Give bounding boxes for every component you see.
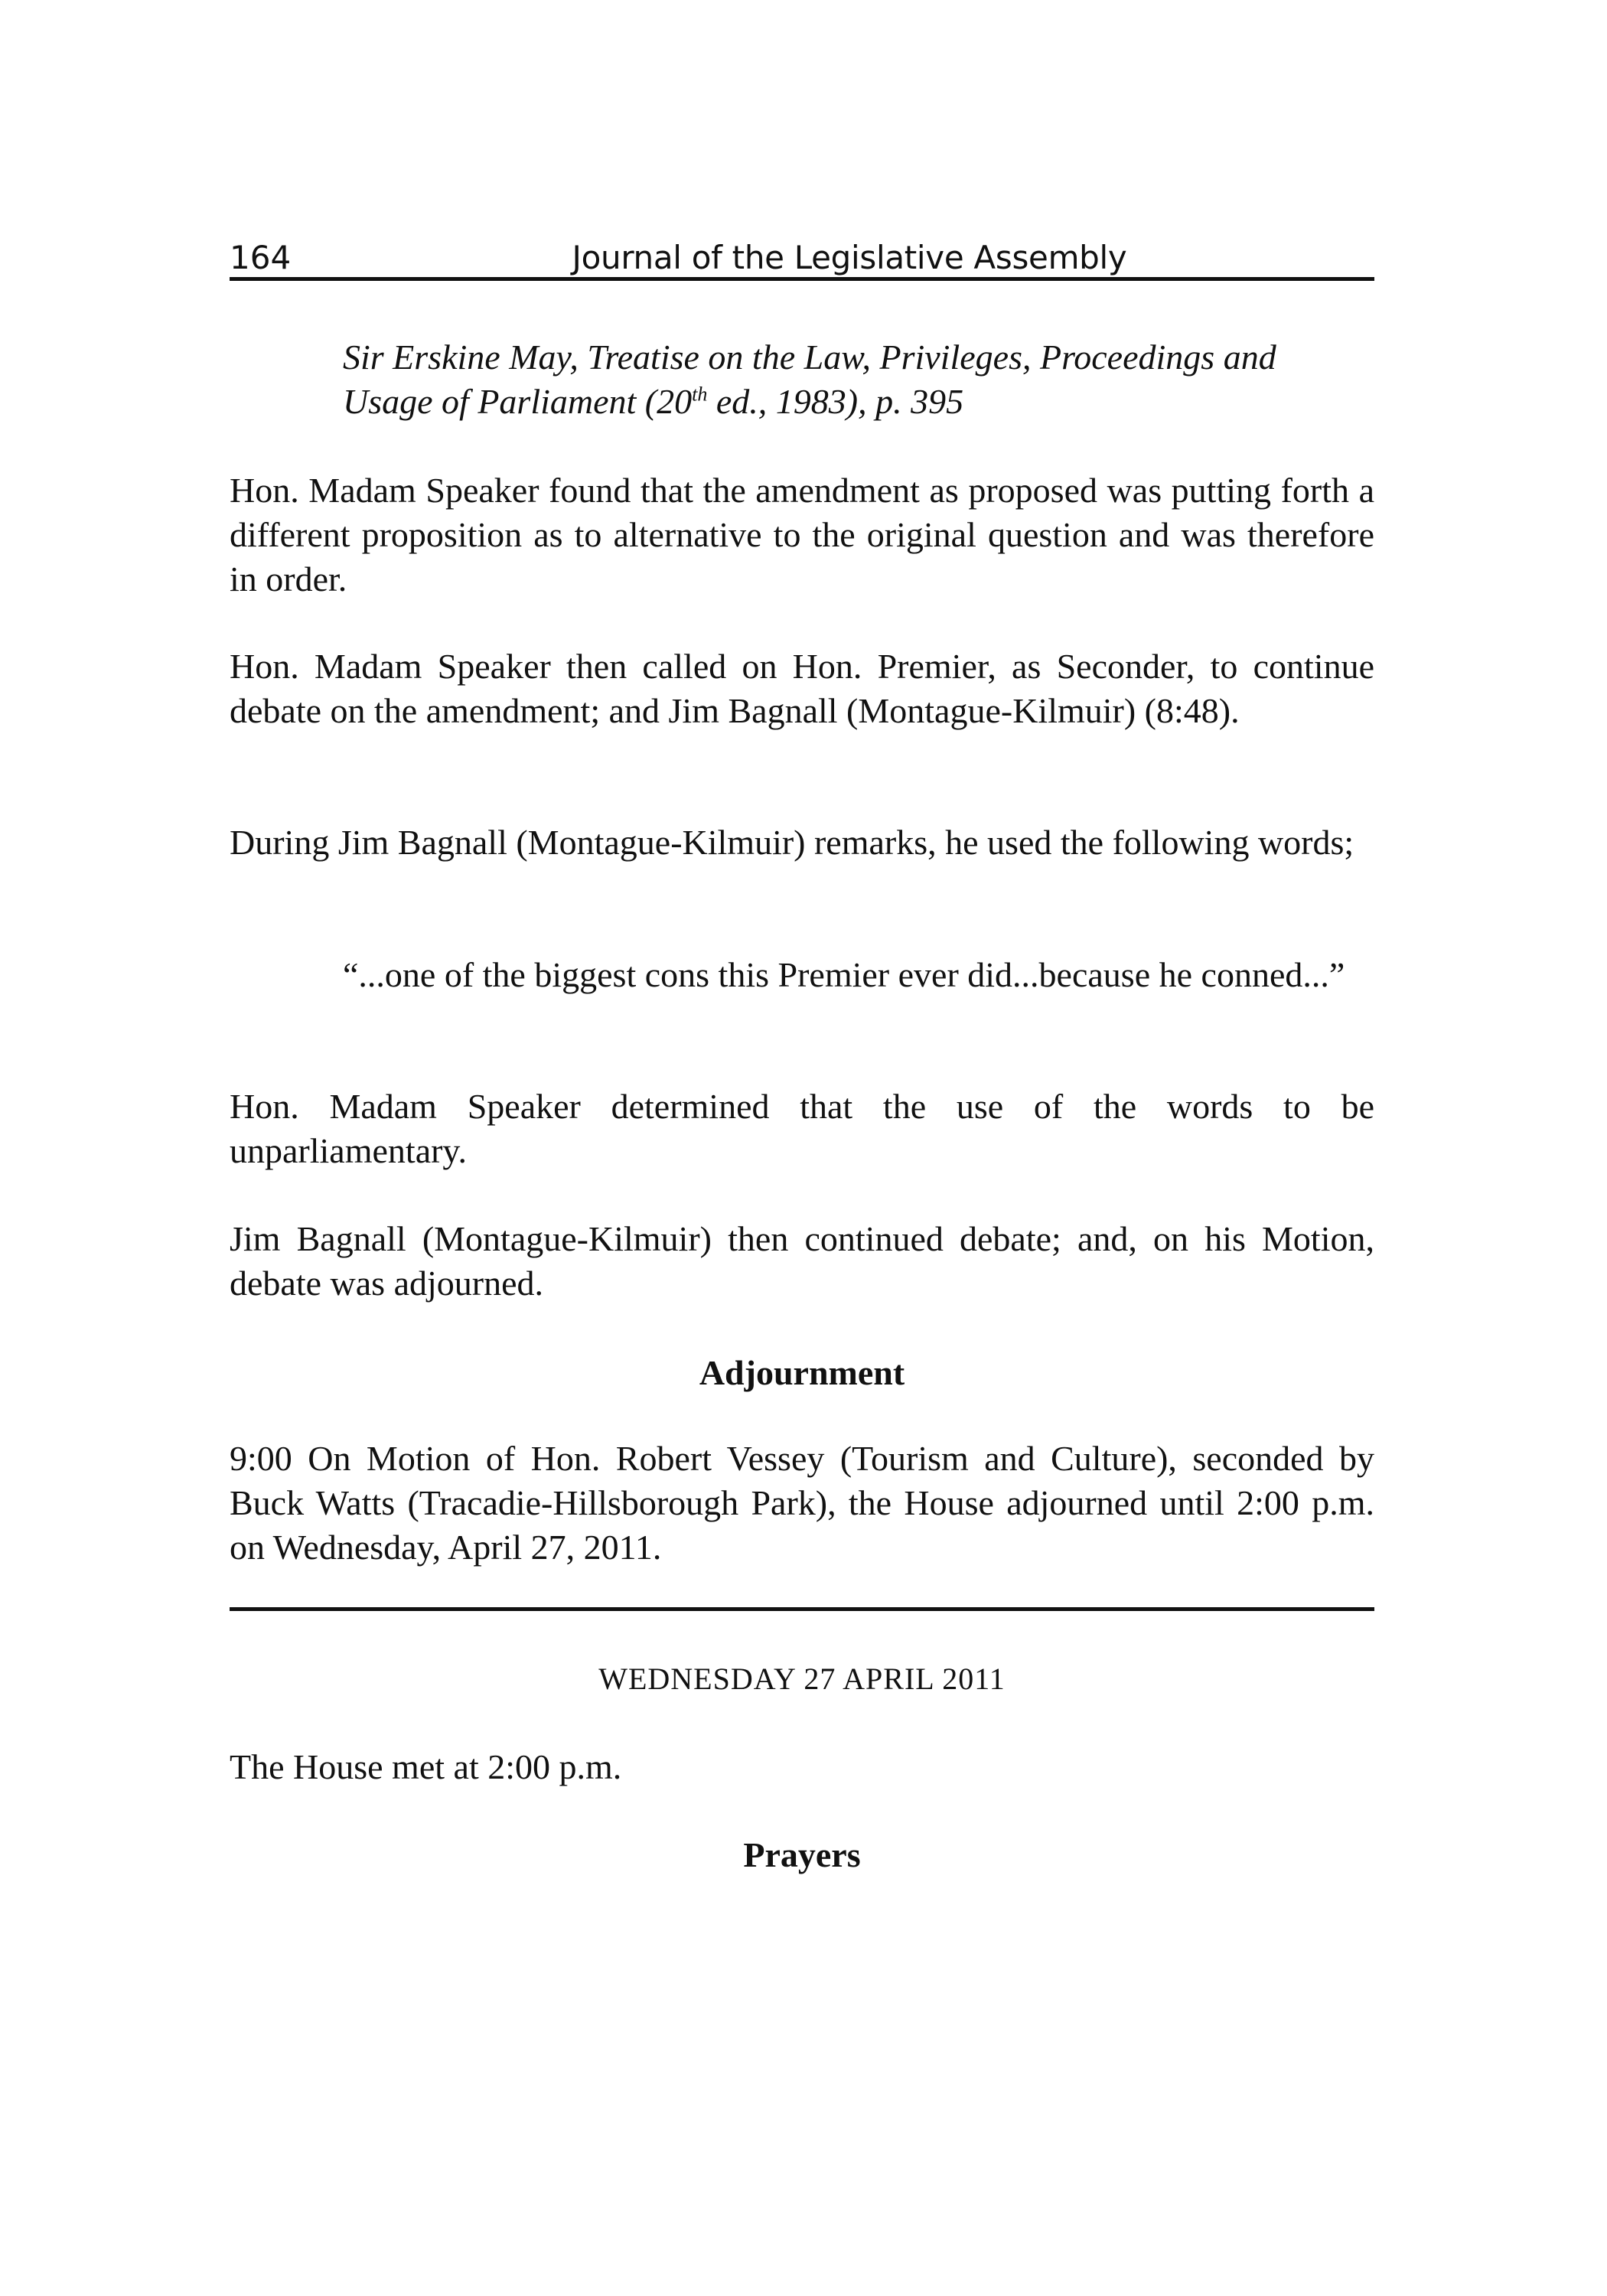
running-head: Journal of the Legislative Assembly	[572, 239, 1127, 276]
paragraph-house-met: The House met at 2:00 p.m.	[230, 1747, 622, 1786]
citation-superscript: th	[692, 383, 708, 406]
section-divider	[230, 1607, 1374, 1611]
paragraph-debate-continued: Hon. Madam Speaker then called on Hon. Premier, as Seconder, to continue debate on the amendment; and Jim Bagnall (Montague-Kilmuir) (8:48).	[230, 647, 1374, 730]
page-header	[230, 230, 1374, 281]
quoted-words: “...one of the biggest cons this Premier ever did...because he conned...”	[343, 955, 1345, 994]
citation	[343, 335, 1374, 424]
paragraph-speaker-finding: Hon. Madam Speaker found that the amendment as proposed was putting forth a different proposition as to alternative to the original question and was therefore in order.	[230, 471, 1374, 598]
page-number: 164	[230, 239, 292, 276]
paragraph-debate-adjourned: Jim Bagnall (Montague-Kilmuir) then continued debate; and, on his Motion, debate was adjourned.	[230, 1219, 1374, 1303]
paragraph-adjournment-motion: 9:00 On Motion of Hon. Robert Vessey (Tourism and Culture), seconded by Buck Watts (Tracadie-Hillsborough Park), the House adjourned until 2:00 p.m. on Wednesday, April 27, 2011.	[230, 1439, 1374, 1567]
date-heading: WEDNESDAY 27 APRIL 2011	[598, 1662, 1006, 1696]
citation-text-end: ed., 1983), p. 395	[707, 382, 964, 421]
citation-text-start: Sir Erskine May, Treatise on the Law, Privileges, Proceedings and Usage of Parliament (20	[343, 338, 1276, 421]
adjournment-heading: Adjournment	[699, 1353, 905, 1392]
paragraph-remarks-intro: During Jim Bagnall (Montague-Kilmuir) remarks, he used the following words;	[230, 823, 1354, 862]
prayers-heading: Prayers	[743, 1835, 861, 1874]
paragraph-unparliamentary: Hon. Madam Speaker determined that the use of the words to be unparliamentary.	[230, 1087, 1374, 1170]
